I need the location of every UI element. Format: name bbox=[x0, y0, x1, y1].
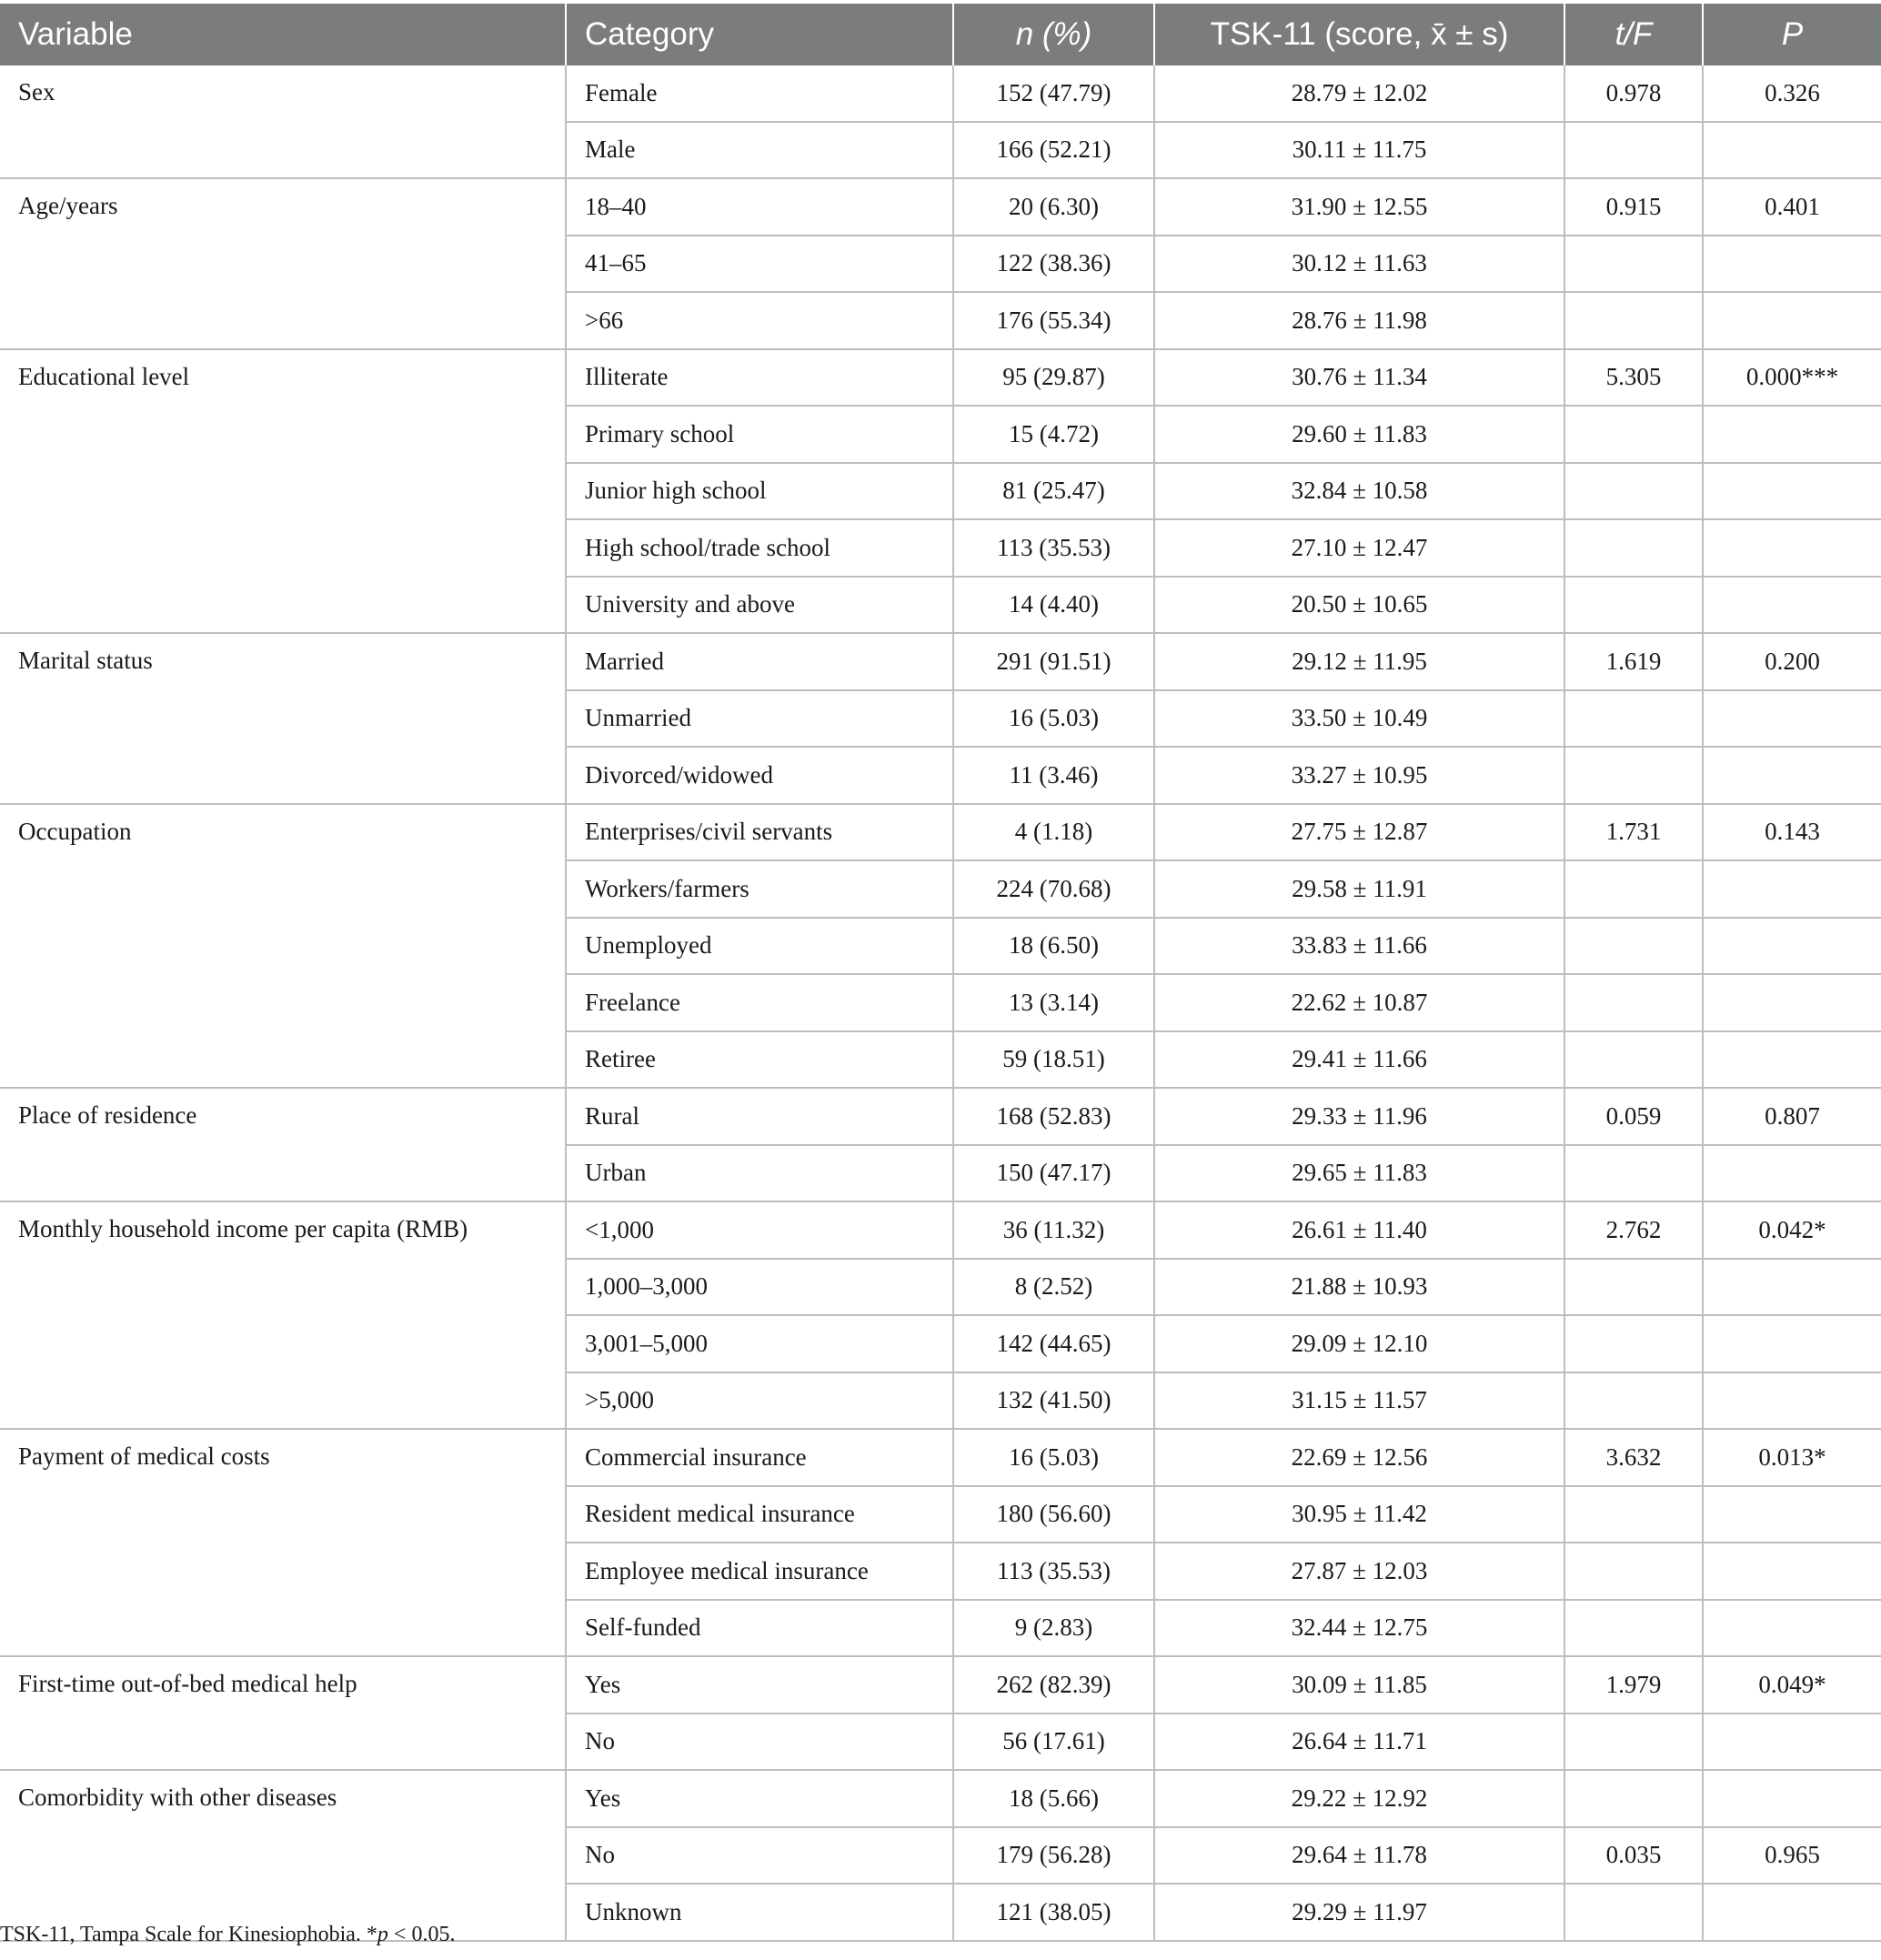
n-percent-cell: 36 (11.32) bbox=[953, 1201, 1154, 1259]
n-percent-cell: 262 (82.39) bbox=[953, 1656, 1154, 1714]
n-percent-cell: 15 (4.72) bbox=[953, 406, 1154, 463]
tsk-score-cell: 29.41 ± 11.66 bbox=[1154, 1031, 1564, 1089]
p-value-cell bbox=[1703, 1259, 1881, 1316]
n-percent-cell: 166 (52.21) bbox=[953, 122, 1154, 179]
tsk-score-cell: 29.22 ± 12.92 bbox=[1154, 1770, 1564, 1827]
n-percent-cell: 16 (5.03) bbox=[953, 1429, 1154, 1486]
p-value-cell bbox=[1703, 406, 1881, 463]
n-percent-cell: 18 (6.50) bbox=[953, 918, 1154, 975]
t-f-cell bbox=[1564, 519, 1703, 577]
tsk-score-cell: 30.09 ± 11.85 bbox=[1154, 1656, 1564, 1714]
p-value-cell: 0.049* bbox=[1703, 1656, 1881, 1714]
category-cell: High school/trade school bbox=[566, 519, 953, 577]
category-cell: <1,000 bbox=[566, 1201, 953, 1259]
category-cell: University and above bbox=[566, 577, 953, 634]
p-value-cell bbox=[1703, 747, 1881, 804]
header-t-f: t/F bbox=[1564, 4, 1703, 65]
n-percent-cell: 81 (25.47) bbox=[953, 463, 1154, 520]
table-header bbox=[0, 4, 1881, 65]
p-value-cell bbox=[1703, 1486, 1881, 1543]
p-value-cell bbox=[1703, 860, 1881, 918]
category-cell: No bbox=[566, 1714, 953, 1771]
p-value-cell bbox=[1703, 577, 1881, 634]
table-row bbox=[0, 633, 1881, 690]
p-value-cell bbox=[1703, 292, 1881, 349]
p-value-cell bbox=[1703, 1145, 1881, 1202]
n-percent-cell: 122 (38.36) bbox=[953, 236, 1154, 293]
t-f-cell bbox=[1564, 463, 1703, 520]
t-f-cell bbox=[1564, 1884, 1703, 1941]
category-cell: Rural bbox=[566, 1088, 953, 1145]
category-cell: Urban bbox=[566, 1145, 953, 1202]
n-percent-cell: 168 (52.83) bbox=[953, 1088, 1154, 1145]
t-f-cell: 2.762 bbox=[1564, 1201, 1703, 1259]
t-f-cell: 0.978 bbox=[1564, 65, 1703, 122]
category-cell: 41–65 bbox=[566, 236, 953, 293]
t-f-cell: 0.035 bbox=[1564, 1827, 1703, 1885]
category-cell: Freelance bbox=[566, 974, 953, 1031]
t-f-cell bbox=[1564, 690, 1703, 748]
p-value-cell bbox=[1703, 122, 1881, 179]
n-percent-cell: 9 (2.83) bbox=[953, 1600, 1154, 1657]
t-f-cell: 3.632 bbox=[1564, 1429, 1703, 1486]
variable-cell: Age/years bbox=[0, 178, 566, 349]
tsk-score-cell: 31.15 ± 11.57 bbox=[1154, 1372, 1564, 1430]
header-p-value: P bbox=[1703, 4, 1881, 65]
t-f-cell bbox=[1564, 292, 1703, 349]
p-value-cell bbox=[1703, 1600, 1881, 1657]
t-f-cell: 0.915 bbox=[1564, 178, 1703, 236]
category-cell: 18–40 bbox=[566, 178, 953, 236]
tsk-score-cell: 20.50 ± 10.65 bbox=[1154, 577, 1564, 634]
n-percent-cell: 14 (4.40) bbox=[953, 577, 1154, 634]
p-value-cell: 0.000*** bbox=[1703, 349, 1881, 407]
tsk-score-cell: 29.12 ± 11.95 bbox=[1154, 633, 1564, 690]
table-row bbox=[0, 65, 1881, 122]
table-row bbox=[0, 1429, 1881, 1486]
tsk-score-cell: 29.60 ± 11.83 bbox=[1154, 406, 1564, 463]
p-value-cell bbox=[1703, 236, 1881, 293]
header-n-percent: n (%) bbox=[953, 4, 1154, 65]
tsk-score-cell: 31.90 ± 12.55 bbox=[1154, 178, 1564, 236]
p-value-cell: 0.807 bbox=[1703, 1088, 1881, 1145]
tsk-score-cell: 27.87 ± 12.03 bbox=[1154, 1543, 1564, 1600]
tsk-score-cell: 33.83 ± 11.66 bbox=[1154, 918, 1564, 975]
category-cell: Married bbox=[566, 633, 953, 690]
t-f-cell bbox=[1564, 1259, 1703, 1316]
variable-cell: Comorbidity with other diseases bbox=[0, 1770, 566, 1941]
n-percent-cell: 121 (38.05) bbox=[953, 1884, 1154, 1941]
tsk-score-cell: 33.27 ± 10.95 bbox=[1154, 747, 1564, 804]
table-row bbox=[0, 1088, 1881, 1145]
category-cell: Male bbox=[566, 122, 953, 179]
category-cell: Junior high school bbox=[566, 463, 953, 520]
t-f-cell bbox=[1564, 1600, 1703, 1657]
t-f-cell: 5.305 bbox=[1564, 349, 1703, 407]
t-f-cell bbox=[1564, 236, 1703, 293]
category-cell: Unknown bbox=[566, 1884, 953, 1941]
p-value-cell bbox=[1703, 918, 1881, 975]
table-row bbox=[0, 178, 1881, 236]
table-row bbox=[0, 1656, 1881, 1714]
tsk-score-cell: 32.84 ± 10.58 bbox=[1154, 463, 1564, 520]
n-percent-cell: 13 (3.14) bbox=[953, 974, 1154, 1031]
t-f-cell bbox=[1564, 1714, 1703, 1771]
t-f-cell: 1.619 bbox=[1564, 633, 1703, 690]
n-percent-cell: 95 (29.87) bbox=[953, 349, 1154, 407]
variable-cell: Place of residence bbox=[0, 1088, 566, 1201]
category-cell: No bbox=[566, 1827, 953, 1885]
tsk-score-cell: 29.33 ± 11.96 bbox=[1154, 1088, 1564, 1145]
p-value-cell bbox=[1703, 690, 1881, 748]
category-cell: Unemployed bbox=[566, 918, 953, 975]
category-cell: 3,001–5,000 bbox=[566, 1315, 953, 1372]
n-percent-cell: 291 (91.51) bbox=[953, 633, 1154, 690]
header-tsk-score: TSK-11 (score, x̄ ± s) bbox=[1154, 4, 1564, 65]
p-value-cell bbox=[1703, 1315, 1881, 1372]
table-row bbox=[0, 804, 1881, 861]
t-f-cell bbox=[1564, 577, 1703, 634]
n-percent-cell: 224 (70.68) bbox=[953, 860, 1154, 918]
n-percent-cell: 142 (44.65) bbox=[953, 1315, 1154, 1372]
n-percent-cell: 150 (47.17) bbox=[953, 1145, 1154, 1202]
tsk-score-cell: 22.62 ± 10.87 bbox=[1154, 974, 1564, 1031]
tsk-score-cell: 27.75 ± 12.87 bbox=[1154, 804, 1564, 861]
n-percent-cell: 180 (56.60) bbox=[953, 1486, 1154, 1543]
n-percent-cell: 152 (47.79) bbox=[953, 65, 1154, 122]
results-table-wrapper bbox=[0, 4, 1881, 1942]
n-percent-cell: 59 (18.51) bbox=[953, 1031, 1154, 1089]
t-f-cell bbox=[1564, 918, 1703, 975]
category-cell: Workers/farmers bbox=[566, 860, 953, 918]
tsk-score-cell: 30.12 ± 11.63 bbox=[1154, 236, 1564, 293]
footnote-tail: < 0.05. bbox=[387, 1923, 456, 1946]
category-cell: Resident medical insurance bbox=[566, 1486, 953, 1543]
category-cell: >66 bbox=[566, 292, 953, 349]
t-f-cell bbox=[1564, 747, 1703, 804]
tsk-score-cell: 29.65 ± 11.83 bbox=[1154, 1145, 1564, 1202]
tsk-score-cell: 21.88 ± 10.93 bbox=[1154, 1259, 1564, 1316]
t-f-cell bbox=[1564, 1486, 1703, 1543]
t-f-cell: 1.979 bbox=[1564, 1656, 1703, 1714]
tsk-score-cell: 26.61 ± 11.40 bbox=[1154, 1201, 1564, 1259]
category-cell: Primary school bbox=[566, 406, 953, 463]
variable-cell: Sex bbox=[0, 65, 566, 178]
t-f-cell bbox=[1564, 406, 1703, 463]
n-percent-cell: 18 (5.66) bbox=[953, 1770, 1154, 1827]
header-row bbox=[0, 4, 1881, 65]
category-cell: Retiree bbox=[566, 1031, 953, 1089]
t-f-cell bbox=[1564, 1543, 1703, 1600]
table-body bbox=[0, 65, 1881, 1941]
t-f-cell bbox=[1564, 974, 1703, 1031]
t-f-cell: 0.059 bbox=[1564, 1088, 1703, 1145]
header-variable: Variable bbox=[0, 4, 566, 65]
table-row bbox=[0, 1201, 1881, 1259]
category-cell: Commercial insurance bbox=[566, 1429, 953, 1486]
variable-cell: Monthly household income per capita (RMB) bbox=[0, 1201, 566, 1429]
p-value-cell bbox=[1703, 974, 1881, 1031]
n-percent-cell: 176 (55.34) bbox=[953, 292, 1154, 349]
tsk-score-cell: 33.50 ± 10.49 bbox=[1154, 690, 1564, 748]
p-value-cell bbox=[1703, 1714, 1881, 1771]
tsk-score-cell: 29.09 ± 12.10 bbox=[1154, 1315, 1564, 1372]
footnote-lead: TSK-11, Tampa Scale for Kinesiophobia. * bbox=[0, 1923, 377, 1946]
variable-cell: First-time out-of-bed medical help bbox=[0, 1656, 566, 1770]
category-cell: Employee medical insurance bbox=[566, 1543, 953, 1600]
category-cell: Illiterate bbox=[566, 349, 953, 407]
n-percent-cell: 113 (35.53) bbox=[953, 1543, 1154, 1600]
n-percent-cell: 56 (17.61) bbox=[953, 1714, 1154, 1771]
results-table bbox=[0, 4, 1881, 1942]
category-cell: Enterprises/civil servants bbox=[566, 804, 953, 861]
n-percent-cell: 179 (56.28) bbox=[953, 1827, 1154, 1885]
p-value-cell bbox=[1703, 519, 1881, 577]
tsk-score-cell: 28.76 ± 11.98 bbox=[1154, 292, 1564, 349]
table-footnote bbox=[0, 1923, 455, 1947]
tsk-score-cell: 26.64 ± 11.71 bbox=[1154, 1714, 1564, 1771]
category-cell: Self-funded bbox=[566, 1600, 953, 1657]
p-value-cell bbox=[1703, 1543, 1881, 1600]
p-value-cell bbox=[1703, 1884, 1881, 1941]
category-cell: Yes bbox=[566, 1770, 953, 1827]
variable-cell: Occupation bbox=[0, 804, 566, 1089]
footnote-p-symbol: p bbox=[377, 1923, 388, 1946]
tsk-score-cell: 30.76 ± 11.34 bbox=[1154, 349, 1564, 407]
n-percent-cell: 11 (3.46) bbox=[953, 747, 1154, 804]
tsk-score-cell: 22.69 ± 12.56 bbox=[1154, 1429, 1564, 1486]
p-value-cell bbox=[1703, 1031, 1881, 1089]
t-f-cell bbox=[1564, 1031, 1703, 1089]
t-f-cell bbox=[1564, 860, 1703, 918]
p-value-cell: 0.200 bbox=[1703, 633, 1881, 690]
tsk-score-cell: 30.11 ± 11.75 bbox=[1154, 122, 1564, 179]
category-cell: Female bbox=[566, 65, 953, 122]
t-f-cell: 1.731 bbox=[1564, 804, 1703, 861]
n-percent-cell: 16 (5.03) bbox=[953, 690, 1154, 748]
tsk-score-cell: 29.64 ± 11.78 bbox=[1154, 1827, 1564, 1885]
n-percent-cell: 8 (2.52) bbox=[953, 1259, 1154, 1316]
category-cell: 1,000–3,000 bbox=[566, 1259, 953, 1316]
n-percent-cell: 20 (6.30) bbox=[953, 178, 1154, 236]
n-percent-cell: 4 (1.18) bbox=[953, 804, 1154, 861]
category-cell: >5,000 bbox=[566, 1372, 953, 1430]
p-value-cell: 0.013* bbox=[1703, 1429, 1881, 1486]
t-f-cell bbox=[1564, 1372, 1703, 1430]
p-value-cell bbox=[1703, 1770, 1881, 1827]
p-value-cell: 0.965 bbox=[1703, 1827, 1881, 1885]
n-percent-cell: 113 (35.53) bbox=[953, 519, 1154, 577]
category-cell: Divorced/widowed bbox=[566, 747, 953, 804]
tsk-score-cell: 32.44 ± 12.75 bbox=[1154, 1600, 1564, 1657]
t-f-cell bbox=[1564, 122, 1703, 179]
variable-cell: Marital status bbox=[0, 633, 566, 804]
p-value-cell bbox=[1703, 1372, 1881, 1430]
t-f-cell bbox=[1564, 1145, 1703, 1202]
t-f-cell bbox=[1564, 1770, 1703, 1827]
variable-cell: Educational level bbox=[0, 349, 566, 634]
p-value-cell: 0.326 bbox=[1703, 65, 1881, 122]
variable-cell: Payment of medical costs bbox=[0, 1429, 566, 1656]
tsk-score-cell: 30.95 ± 11.42 bbox=[1154, 1486, 1564, 1543]
table-row bbox=[0, 1770, 1881, 1827]
tsk-score-cell: 29.58 ± 11.91 bbox=[1154, 860, 1564, 918]
n-percent-cell: 132 (41.50) bbox=[953, 1372, 1154, 1430]
p-value-cell: 0.042* bbox=[1703, 1201, 1881, 1259]
p-value-cell bbox=[1703, 463, 1881, 520]
tsk-score-cell: 27.10 ± 12.47 bbox=[1154, 519, 1564, 577]
p-value-cell: 0.143 bbox=[1703, 804, 1881, 861]
p-value-cell: 0.401 bbox=[1703, 178, 1881, 236]
tsk-score-cell: 28.79 ± 12.02 bbox=[1154, 65, 1564, 122]
category-cell: Unmarried bbox=[566, 690, 953, 748]
t-f-cell bbox=[1564, 1315, 1703, 1372]
category-cell: Yes bbox=[566, 1656, 953, 1714]
table-row bbox=[0, 349, 1881, 407]
tsk-score-cell: 29.29 ± 11.97 bbox=[1154, 1884, 1564, 1941]
header-category: Category bbox=[566, 4, 953, 65]
